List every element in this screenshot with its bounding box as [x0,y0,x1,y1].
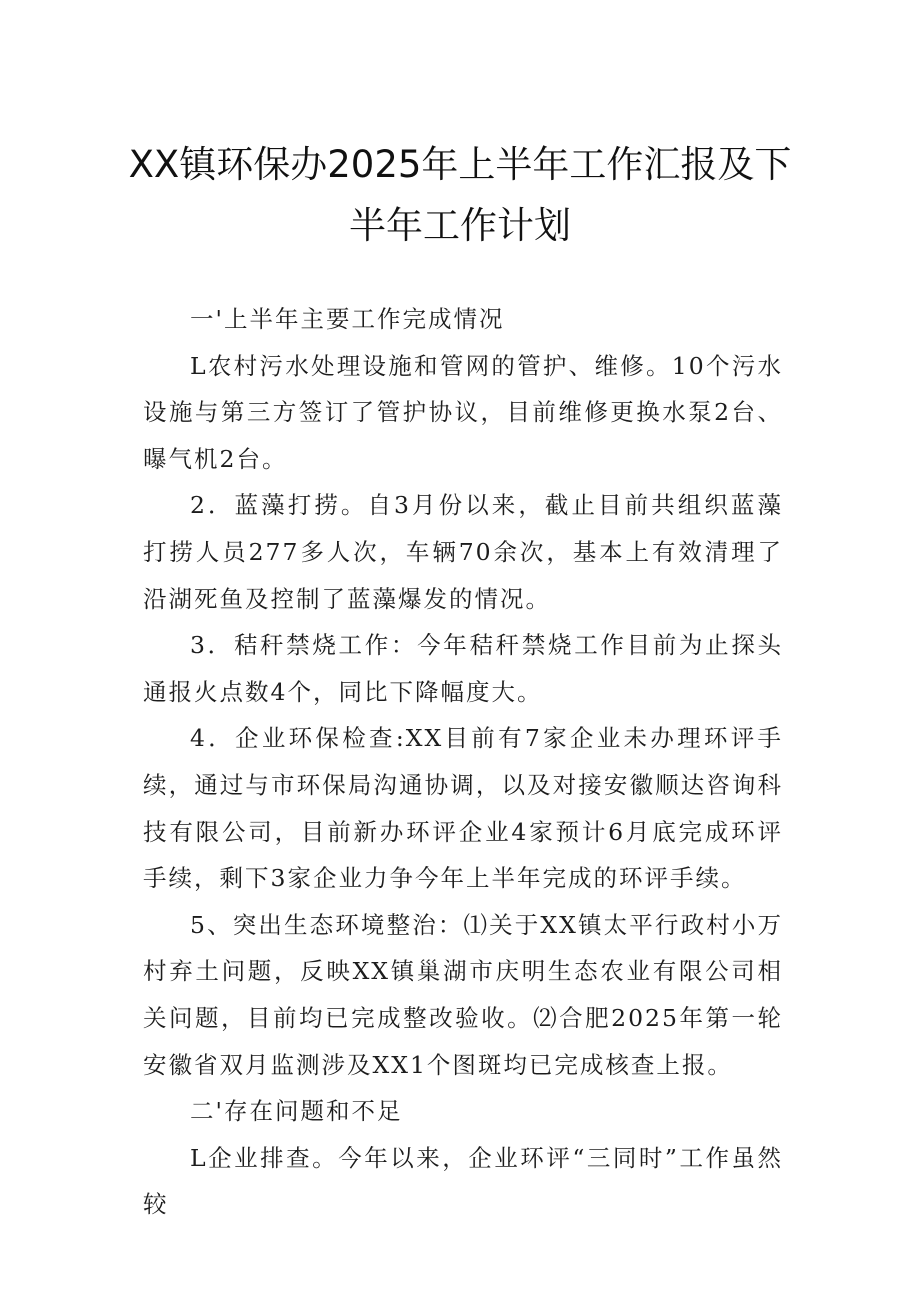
section-heading-1: 一'上半年主要工作完成情况 [190,305,505,333]
paragraph-3: 3．秸秆禁烧工作：今年秸秆禁烧工作目前为止探头通报火点数4个，同比下降幅度大。 [143,631,783,706]
document-title-line-2: 半年工作计划 [349,204,571,247]
document-title-line-1: XX镇环保办2025年上半年工作汇报及下 [128,143,792,186]
paragraph-6: L企业排查。今年以来，企业环评“三同时”工作虽然较 [143,1143,783,1219]
paragraph-2: 2．蓝藻打捞。自3月份以来，截止目前共组织蓝藻打捞人员277多人次，车辆70余次，基本上有效清理了沿湖死鱼及控制了蓝藻爆发的情况。 [143,491,783,613]
paragraph-4: 4．企业环保检查:XX目前有7家企业未办理环评手续，通过与市环保局沟通协调，以及对接安徽顺达咨询科技有限公司，目前新办环评企业4家预计6月底完成环评手续，剩下3家企业力争今年上半年完成的环评手续。 [143,724,783,893]
paragraph-5: 5、突出生态环境整治：⑴关于XX镇太平行政村小万村弃土问题，反映XX镇巢湖市庆明生态农业有限公司相关问题，目前均已完成整改验收。⑵合肥2025年第一轮安徽省双月监测涉及XX1个图斑均已完成核查上报。 [143,910,783,1079]
section-heading-2: 二'存在问题和不足 [190,1097,403,1126]
document-body [143,296,783,1228]
paragraph-1: L农村污水处理设施和管网的管护、维修。10个污水设施与第三方签订了管护协议，目前维修更换水泵2台、曝气机2台。 [143,351,783,473]
